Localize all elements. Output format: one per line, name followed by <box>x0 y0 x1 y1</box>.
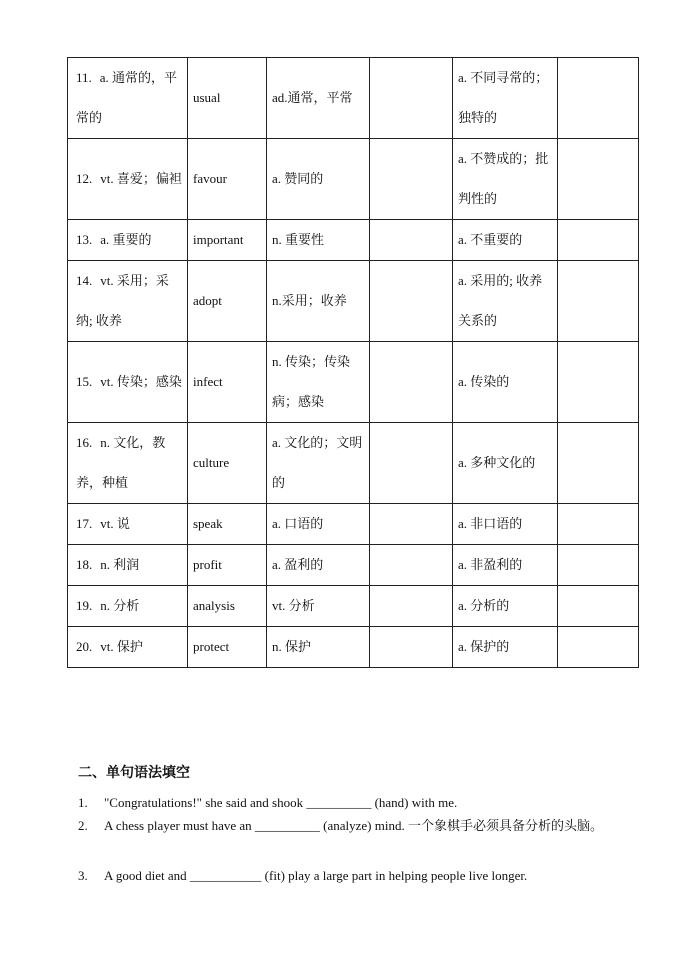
extra-cell <box>558 504 639 545</box>
row-number: 18. <box>76 557 93 572</box>
opposite-cell: a. 保护的 <box>453 627 558 668</box>
word-form: vt. 喜爱；偏袒 <box>100 171 182 186</box>
table-row <box>68 586 639 627</box>
extra-cell <box>558 342 639 423</box>
question-text: A chess player must have an __________ (analyze) mind. 一个象棋手必须具备分析的头脑。 <box>104 818 603 833</box>
word-cell: infect <box>188 342 267 423</box>
question-item <box>78 792 618 814</box>
row-number: 11. <box>76 70 92 85</box>
extra-cell <box>558 220 639 261</box>
derivative-cell: ad.通常，平常 <box>267 58 370 139</box>
word-form-cell <box>68 220 188 261</box>
blank-cell <box>370 586 453 627</box>
derivative-cell: a. 赞同的 <box>267 139 370 220</box>
opposite-cell: a. 非盈利的 <box>453 545 558 586</box>
row-number: 14. <box>76 273 93 288</box>
row-number: 19. <box>76 598 93 613</box>
opposite-cell: a. 多种文化的 <box>453 423 558 504</box>
section-title: 二、单句语法填空 <box>78 765 190 781</box>
row-number: 12. <box>76 171 93 186</box>
blank-cell <box>370 545 453 586</box>
word-cell: important <box>188 220 267 261</box>
word-form-cell <box>68 58 188 139</box>
word-form: vt. 采用；采纳; 收养 <box>76 273 169 328</box>
blank-cell <box>370 342 453 423</box>
question-number: 2. <box>78 818 88 833</box>
blank-cell <box>370 261 453 342</box>
table-row <box>68 627 639 668</box>
question-text: A good diet and ___________ (fit) play a large part in helping people live longer. <box>104 868 528 883</box>
extra-cell <box>558 545 639 586</box>
word-form-cell <box>68 627 188 668</box>
word-cell: adopt <box>188 261 267 342</box>
word-form: vt. 保护 <box>100 639 143 654</box>
opposite-cell: a. 分析的 <box>453 586 558 627</box>
extra-cell <box>558 586 639 627</box>
table-row <box>68 545 639 586</box>
opposite-cell: a. 传染的 <box>453 342 558 423</box>
derivative-cell: vt. 分析 <box>267 586 370 627</box>
word-cell: profit <box>188 545 267 586</box>
word-form: n. 分析 <box>100 598 140 613</box>
opposite-cell: a. 非口语的 <box>453 504 558 545</box>
table-row <box>68 58 639 139</box>
word-form-cell <box>68 342 188 423</box>
row-number: 15. <box>76 374 93 389</box>
derivative-cell: n. 传染；传染病；感染 <box>267 342 370 423</box>
row-number: 17. <box>76 516 93 531</box>
row-number: 20. <box>76 639 93 654</box>
table-row <box>68 423 639 504</box>
row-number: 16. <box>76 435 93 450</box>
word-form-cell <box>68 261 188 342</box>
opposite-cell: a. 不赞成的；批判性的 <box>453 139 558 220</box>
question-text: "Congratulations!" she said and shook __________ (hand) with me. <box>104 795 458 810</box>
derivative-cell: n.采用；收养 <box>267 261 370 342</box>
blank-cell <box>370 220 453 261</box>
word-form: vt. 说 <box>100 516 130 531</box>
word-form-cell <box>68 504 188 545</box>
blank-cell <box>370 627 453 668</box>
extra-cell <box>558 58 639 139</box>
word-form: vt. 传染；感染 <box>100 374 182 389</box>
question-item <box>78 815 618 837</box>
word-form-cell <box>68 586 188 627</box>
word-form: n. 利润 <box>100 557 140 572</box>
extra-cell <box>558 423 639 504</box>
table-row <box>68 342 639 423</box>
derivative-cell: n. 保护 <box>267 627 370 668</box>
word-cell: culture <box>188 423 267 504</box>
blank-cell <box>370 423 453 504</box>
table-row <box>68 261 639 342</box>
question-number: 3. <box>78 868 88 883</box>
blank-cell <box>370 139 453 220</box>
derivative-cell: a. 文化的；文明的 <box>267 423 370 504</box>
row-number: 13. <box>76 232 93 247</box>
opposite-cell: a. 不同寻常的；独特的 <box>453 58 558 139</box>
question-item <box>78 865 618 887</box>
vocabulary-table <box>67 57 639 668</box>
word-form: n. 文化，教养，种植 <box>76 435 166 490</box>
derivative-cell: a. 盈利的 <box>267 545 370 586</box>
word-cell: favour <box>188 139 267 220</box>
table-row <box>68 139 639 220</box>
word-form: a. 通常的，平常的 <box>76 70 178 125</box>
derivative-cell: n. 重要性 <box>267 220 370 261</box>
extra-cell <box>558 627 639 668</box>
question-number: 1. <box>78 795 88 810</box>
word-cell: usual <box>188 58 267 139</box>
extra-cell <box>558 261 639 342</box>
word-form-cell <box>68 139 188 220</box>
word-form: a. 重要的 <box>100 232 152 247</box>
word-cell: analysis <box>188 586 267 627</box>
table-row <box>68 504 639 545</box>
word-form-cell <box>68 545 188 586</box>
word-form-cell <box>68 423 188 504</box>
table-row <box>68 220 639 261</box>
word-cell: protect <box>188 627 267 668</box>
opposite-cell: a. 不重要的 <box>453 220 558 261</box>
derivative-cell: a. 口语的 <box>267 504 370 545</box>
word-cell: speak <box>188 504 267 545</box>
blank-cell <box>370 58 453 139</box>
opposite-cell: a. 采用的; 收养关系的 <box>453 261 558 342</box>
blank-cell <box>370 504 453 545</box>
extra-cell <box>558 139 639 220</box>
